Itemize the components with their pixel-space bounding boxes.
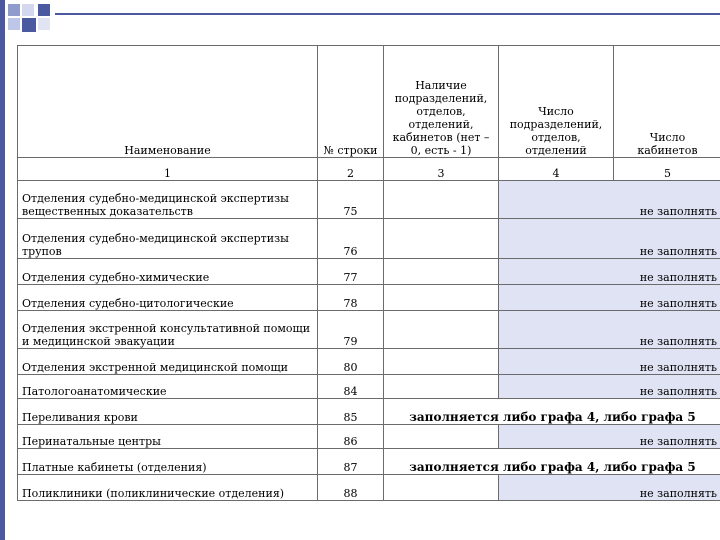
- row-number: 84: [318, 375, 384, 399]
- row-name: Отделения экстренной консультативной помощи и медицинской эвакуации: [18, 311, 318, 349]
- row-number: 87: [318, 449, 384, 475]
- decor-square: [38, 4, 50, 16]
- col-number: 3: [384, 158, 499, 181]
- col-number: 4: [499, 158, 614, 181]
- row-name: Отделения судебно-цитологические: [18, 285, 318, 311]
- presence-cell[interactable]: [384, 219, 499, 259]
- table-row: [18, 375, 720, 399]
- decor-square: [22, 4, 34, 16]
- row-name: Отделения судебно-химические: [18, 259, 318, 285]
- decor-square: [8, 4, 20, 16]
- row-note: не заполнять: [499, 425, 720, 449]
- header-name: Наименование: [18, 46, 318, 158]
- report-table: [17, 45, 720, 501]
- header-cabinets-count: Число кабинетов: [614, 46, 720, 158]
- table-row: [18, 259, 720, 285]
- row-note: не заполнять: [499, 375, 720, 399]
- header-units-count: Число подразделений, отделов, отделений: [499, 46, 614, 158]
- row-number: 85: [318, 399, 384, 425]
- row-name: Перинатальные центры: [18, 425, 318, 449]
- row-number: 80: [318, 349, 384, 375]
- header-presence: Наличие подразделений, отделов, отделений, кабинетов (нет – 0, есть - 1): [384, 46, 499, 158]
- presence-cell[interactable]: [384, 285, 499, 311]
- row-number: 79: [318, 311, 384, 349]
- presence-cell[interactable]: [384, 311, 499, 349]
- decor-square: [22, 18, 36, 32]
- presence-cell[interactable]: [384, 475, 499, 501]
- table-row: [18, 311, 720, 349]
- row-note: не заполнять: [499, 181, 720, 219]
- table-row: [18, 399, 720, 425]
- presence-cell[interactable]: [384, 375, 499, 399]
- row-number: 75: [318, 181, 384, 219]
- row-name: Переливания крови: [18, 399, 318, 425]
- row-number: 76: [318, 219, 384, 259]
- table-row: [18, 449, 720, 475]
- row-note: не заполнять: [499, 349, 720, 375]
- row-number: 88: [318, 475, 384, 501]
- table-row: [18, 181, 720, 219]
- row-note: не заполнять: [499, 285, 720, 311]
- header-row-number: № строки: [318, 46, 384, 158]
- row-name: Отделения экстренной медицинской помощи: [18, 349, 318, 375]
- row-name: Отделения судебно-медицинской экспертизы трупов: [18, 219, 318, 259]
- col-number: 5: [614, 158, 720, 181]
- row-name: Патологоанатомические: [18, 375, 318, 399]
- row-fill-rule: заполняется либо графа 4, либо графа 5: [384, 399, 720, 425]
- row-note: не заполнять: [499, 219, 720, 259]
- decor-square: [38, 18, 50, 30]
- presence-cell[interactable]: [384, 349, 499, 375]
- col-number: 2: [318, 158, 384, 181]
- row-note: не заполнять: [499, 475, 720, 501]
- table-row: [18, 349, 720, 375]
- row-number: 86: [318, 425, 384, 449]
- presence-cell[interactable]: [384, 259, 499, 285]
- row-fill-rule: заполняется либо графа 4, либо графа 5: [384, 449, 720, 475]
- presence-cell[interactable]: [384, 425, 499, 449]
- left-accent-bar: [0, 0, 5, 540]
- presence-cell[interactable]: [384, 181, 499, 219]
- row-name: Отделения судебно-медицинской экспертизы вещественных доказательств: [18, 181, 318, 219]
- header-row: [18, 46, 720, 158]
- row-note: не заполнять: [499, 311, 720, 349]
- row-note: не заполнять: [499, 259, 720, 285]
- decor-square: [8, 18, 20, 30]
- row-name: Поликлиники (поликлинические отделения): [18, 475, 318, 501]
- table-row: [18, 285, 720, 311]
- row-number: 77: [318, 259, 384, 285]
- table-row: [18, 475, 720, 501]
- col-number: 1: [18, 158, 318, 181]
- table-row: [18, 425, 720, 449]
- column-numbers-row: [18, 158, 720, 181]
- top-accent-line: [55, 13, 720, 15]
- row-number: 78: [318, 285, 384, 311]
- table-row: [18, 219, 720, 259]
- row-name: Платные кабинеты (отделения): [18, 449, 318, 475]
